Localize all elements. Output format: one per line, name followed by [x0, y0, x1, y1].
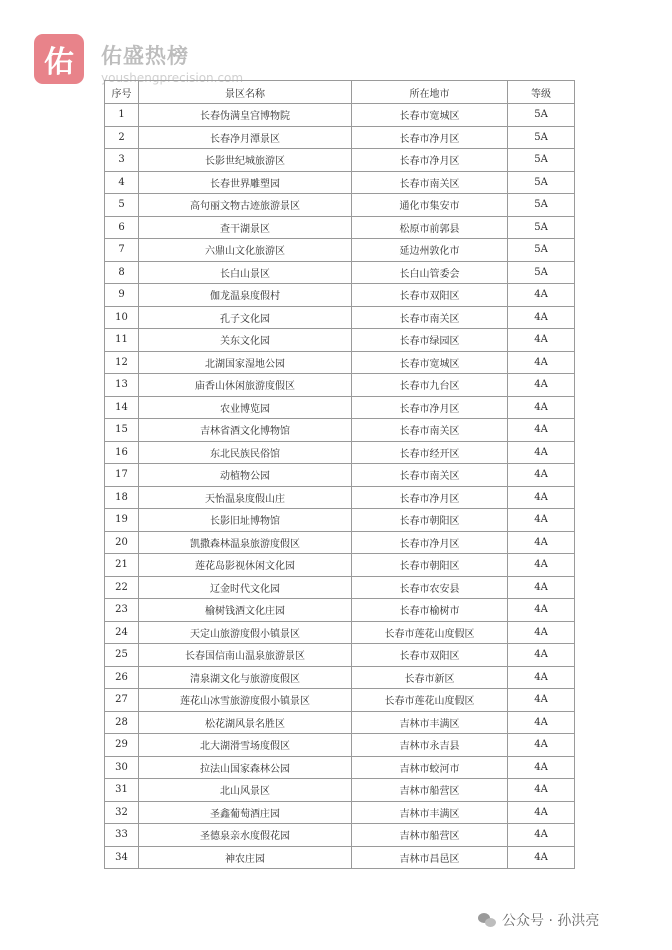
cell-city: 长春市净月区: [352, 126, 508, 149]
cell-grade: 4A: [508, 846, 575, 869]
cell-city: 吉林市丰满区: [352, 711, 508, 734]
table-row: [105, 261, 575, 284]
cell-grade: 4A: [508, 756, 575, 779]
cell-number: 25: [105, 644, 139, 667]
cell-city: 长春市经开区: [352, 441, 508, 464]
cell-city: 长春市双阳区: [352, 644, 508, 667]
cell-number: 1: [105, 104, 139, 127]
cell-scenic-name: 天定山旅游度假小镇景区: [139, 621, 352, 644]
cell-number: 29: [105, 734, 139, 757]
table-row: [105, 711, 575, 734]
cell-grade: 5A: [508, 104, 575, 127]
cell-scenic-name: 查干湖景区: [139, 216, 352, 239]
cell-scenic-name: 农业博览园: [139, 396, 352, 419]
cell-number: 8: [105, 261, 139, 284]
cell-scenic-name: 东北民族民俗馆: [139, 441, 352, 464]
cell-number: 15: [105, 419, 139, 442]
cell-scenic-name: 莲花山冰雪旅游度假小镇景区: [139, 689, 352, 712]
cell-scenic-name: 六鼎山文化旅游区: [139, 239, 352, 262]
cell-city: 松原市前郭县: [352, 216, 508, 239]
cell-grade: 4A: [508, 621, 575, 644]
cell-city: 吉林市船营区: [352, 779, 508, 802]
table-row: [105, 554, 575, 577]
cell-scenic-name: 动植物公园: [139, 464, 352, 487]
header-number: 序号: [105, 81, 139, 104]
cell-city: 长春市净月区: [352, 486, 508, 509]
cell-grade: 4A: [508, 284, 575, 307]
cell-scenic-name: 清泉湖文化与旅游度假区: [139, 666, 352, 689]
cell-city: 长春市农安县: [352, 576, 508, 599]
table-row: [105, 104, 575, 127]
footer-text: 公众号 · 孙洪亮: [502, 913, 600, 929]
cell-scenic-name: 莲花岛影视休闲文化园: [139, 554, 352, 577]
table-body: [105, 104, 575, 869]
table-row: [105, 441, 575, 464]
cell-grade: 4A: [508, 351, 575, 374]
cell-grade: 4A: [508, 486, 575, 509]
cell-scenic-name: 拉法山国家森林公园: [139, 756, 352, 779]
brand-url: youshengprecision.com: [101, 71, 244, 85]
cell-scenic-name: 长春净月潭景区: [139, 126, 352, 149]
table-row: [105, 801, 575, 824]
table-row: [105, 576, 575, 599]
cell-grade: 4A: [508, 374, 575, 397]
cell-scenic-name: 长影旧址博物馆: [139, 509, 352, 532]
cell-city: 长春市南关区: [352, 464, 508, 487]
brand-logo-char: 佑: [44, 45, 74, 80]
cell-grade: 4A: [508, 576, 575, 599]
cell-number: 11: [105, 329, 139, 352]
cell-city: 长春市朝阳区: [352, 509, 508, 532]
cell-number: 18: [105, 486, 139, 509]
cell-city: 长春市南关区: [352, 306, 508, 329]
cell-city: 长春市绿园区: [352, 329, 508, 352]
cell-grade: 5A: [508, 149, 575, 172]
cell-city: 长白山管委会: [352, 261, 508, 284]
brand-name: 佑盛热榜: [101, 44, 189, 68]
cell-city: 长春市南关区: [352, 419, 508, 442]
cell-city: 长春市净月区: [352, 531, 508, 554]
cell-city: 吉林市丰满区: [352, 801, 508, 824]
cell-city: 长春市净月区: [352, 396, 508, 419]
cell-grade: 4A: [508, 644, 575, 667]
table-row: [105, 419, 575, 442]
table-row: [105, 486, 575, 509]
cell-scenic-name: 长春国信南山温泉旅游景区: [139, 644, 352, 667]
cell-number: 33: [105, 824, 139, 847]
brand-logo: [34, 34, 84, 84]
cell-scenic-name: 长春伪满皇宫博物院: [139, 104, 352, 127]
cell-grade: 4A: [508, 734, 575, 757]
header-grade: 等级: [508, 81, 575, 104]
cell-scenic-name: 北湖国家湿地公园: [139, 351, 352, 374]
cell-number: 22: [105, 576, 139, 599]
cell-number: 26: [105, 666, 139, 689]
cell-number: 4: [105, 171, 139, 194]
cell-scenic-name: 伽龙温泉度假村: [139, 284, 352, 307]
cell-number: 16: [105, 441, 139, 464]
cell-grade: 5A: [508, 239, 575, 262]
table-row: [105, 306, 575, 329]
cell-number: 32: [105, 801, 139, 824]
cell-scenic-name: 庙香山休闲旅游度假区: [139, 374, 352, 397]
table-row: [105, 396, 575, 419]
table-row: [105, 756, 575, 779]
cell-scenic-name: 长春世界雕塑园: [139, 171, 352, 194]
cell-number: 34: [105, 846, 139, 869]
cell-number: 24: [105, 621, 139, 644]
wechat-icon: [478, 913, 496, 927]
cell-number: 7: [105, 239, 139, 262]
cell-number: 28: [105, 711, 139, 734]
cell-number: 6: [105, 216, 139, 239]
cell-city: 长春市榆树市: [352, 599, 508, 622]
cell-scenic-name: 松花湖风景名胜区: [139, 711, 352, 734]
cell-grade: 4A: [508, 441, 575, 464]
cell-city: 吉林市昌邑区: [352, 846, 508, 869]
cell-grade: 4A: [508, 711, 575, 734]
cell-grade: 4A: [508, 689, 575, 712]
table-row: [105, 374, 575, 397]
table-header-row: [105, 81, 575, 104]
cell-city: 长春市莲花山度假区: [352, 621, 508, 644]
table-row: [105, 194, 575, 217]
cell-scenic-name: 长影世纪城旅游区: [139, 149, 352, 172]
header-city: 所在地市: [352, 81, 508, 104]
cell-city: 长春市莲花山度假区: [352, 689, 508, 712]
cell-city: 吉林市永吉县: [352, 734, 508, 757]
cell-grade: 4A: [508, 666, 575, 689]
cell-number: 31: [105, 779, 139, 802]
cell-city: 长春市宽城区: [352, 351, 508, 374]
table-row: [105, 509, 575, 532]
cell-city: 通化市集安市: [352, 194, 508, 217]
cell-city: 延边州敦化市: [352, 239, 508, 262]
cell-number: 5: [105, 194, 139, 217]
table-row: [105, 734, 575, 757]
cell-number: 13: [105, 374, 139, 397]
cell-grade: 5A: [508, 194, 575, 217]
cell-scenic-name: 神农庄园: [139, 846, 352, 869]
cell-number: 20: [105, 531, 139, 554]
table-row: [105, 644, 575, 667]
table-row: [105, 284, 575, 307]
cell-city: 长春市朝阳区: [352, 554, 508, 577]
table-row: [105, 126, 575, 149]
cell-grade: 4A: [508, 554, 575, 577]
cell-city: 吉林市船营区: [352, 824, 508, 847]
cell-number: 17: [105, 464, 139, 487]
cell-scenic-name: 圣鑫葡萄酒庄园: [139, 801, 352, 824]
cell-grade: 4A: [508, 329, 575, 352]
cell-scenic-name: 高句丽文物古迹旅游景区: [139, 194, 352, 217]
cell-city: 长春市九台区: [352, 374, 508, 397]
cell-number: 10: [105, 306, 139, 329]
cell-scenic-name: 北大湖滑雪场度假区: [139, 734, 352, 757]
cell-scenic-name: 北山风景区: [139, 779, 352, 802]
cell-scenic-name: 圣德泉亲水度假花园: [139, 824, 352, 847]
cell-grade: 5A: [508, 216, 575, 239]
cell-grade: 4A: [508, 779, 575, 802]
table-row: [105, 621, 575, 644]
cell-grade: 4A: [508, 509, 575, 532]
table-row: [105, 779, 575, 802]
table-row: [105, 464, 575, 487]
table-row: [105, 689, 575, 712]
cell-scenic-name: 凯撒森林温泉旅游度假区: [139, 531, 352, 554]
cell-grade: 4A: [508, 306, 575, 329]
table-row: [105, 171, 575, 194]
cell-scenic-name: 吉林省酒文化博物馆: [139, 419, 352, 442]
cell-scenic-name: 榆树钱酒文化庄园: [139, 599, 352, 622]
cell-grade: 4A: [508, 531, 575, 554]
cell-scenic-name: 孔子文化园: [139, 306, 352, 329]
cell-grade: 5A: [508, 126, 575, 149]
cell-grade: 4A: [508, 396, 575, 419]
cell-grade: 4A: [508, 801, 575, 824]
cell-number: 14: [105, 396, 139, 419]
cell-city: 长春市南关区: [352, 171, 508, 194]
cell-number: 23: [105, 599, 139, 622]
header-scenic-name: 景区名称: [139, 81, 352, 104]
table-row: [105, 666, 575, 689]
cell-grade: 4A: [508, 464, 575, 487]
table-row: [105, 599, 575, 622]
cell-number: 27: [105, 689, 139, 712]
cell-number: 12: [105, 351, 139, 374]
cell-number: 9: [105, 284, 139, 307]
table-row: [105, 846, 575, 869]
scenic-area-table: [104, 80, 575, 869]
cell-scenic-name: 长白山景区: [139, 261, 352, 284]
cell-city: 吉林市蛟河市: [352, 756, 508, 779]
table-row: [105, 824, 575, 847]
cell-scenic-name: 天怡温泉度假山庄: [139, 486, 352, 509]
cell-city: 长春市净月区: [352, 149, 508, 172]
cell-number: 3: [105, 149, 139, 172]
table-row: [105, 239, 575, 262]
cell-number: 30: [105, 756, 139, 779]
cell-number: 2: [105, 126, 139, 149]
cell-grade: 4A: [508, 599, 575, 622]
cell-grade: 5A: [508, 261, 575, 284]
footer-watermark: [478, 910, 599, 930]
cell-number: 19: [105, 509, 139, 532]
cell-grade: 5A: [508, 171, 575, 194]
cell-city: 长春市宽城区: [352, 104, 508, 127]
cell-city: 长春市双阳区: [352, 284, 508, 307]
table-row: [105, 531, 575, 554]
cell-grade: 4A: [508, 419, 575, 442]
table-row: [105, 216, 575, 239]
cell-scenic-name: 关东文化园: [139, 329, 352, 352]
cell-city: 长春市新区: [352, 666, 508, 689]
table-row: [105, 149, 575, 172]
cell-grade: 4A: [508, 824, 575, 847]
table-row: [105, 329, 575, 352]
table-row: [105, 351, 575, 374]
cell-number: 21: [105, 554, 139, 577]
cell-scenic-name: 辽金时代文化园: [139, 576, 352, 599]
